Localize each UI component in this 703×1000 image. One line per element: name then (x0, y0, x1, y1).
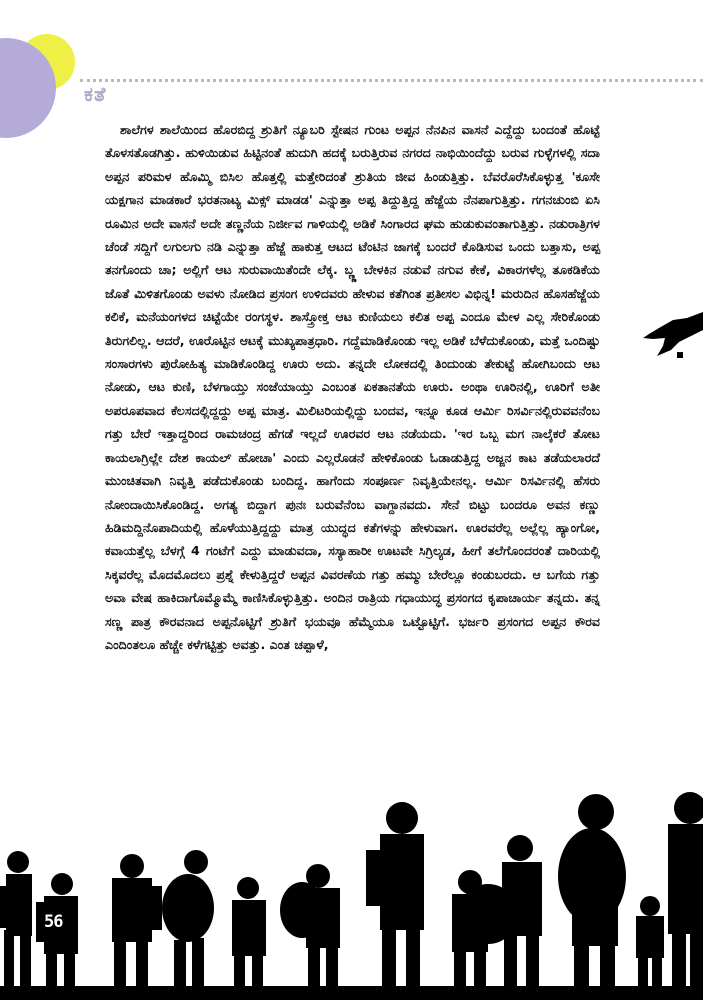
people-silhouettes-illustration (0, 790, 703, 1000)
article-body: ಶಾಲೆಗಳ ಶಾಲೆಯಿಂದ ಹೊರಬಿದ್ದ ಶ್ರುತಿಗೆ ನ್ಯೂಬರಿ ಸ್ಟೇಷನ ಗುಂಟ ಅಪ್ಪನ ನೆನಪಿನ ವಾಸನೆ ಎದ್ದೆದ್ದು ಬಂದಂತೆ ಹೊಟ್ಟೆ ತೊಳಸತೊಡಗಿತ್ತು. ಹುಳಿಯಿಡುವ ಹಿಟ್ಟಿನಂತೆ ಹುದುಗಿ ಹದಕ್ಕೆ ಬರುತ್ತಿರುವ ನಗರದ ನಾಭಿಯಿಂದೆದ್ದು ಬರುವ ಗುಳ್ಳೆಗಳಲ್ಲಿ ಸದಾ ಅಪ್ಪನ ಪರಿಮಳ ಹೊಮ್ಮಿ ಬಿಸಿಲ ಹೊತ್ತಲ್ಲಿ ಮತ್ತೇರಿದಂತೆ ಶ್ರುತಿಯ ಜೀವ ಹಿಂಡುತ್ತಿತ್ತು. ಬೆವರೊರೆಸಿಕೊಳ್ಳುತ್ತ 'ಕೂಸೇ ಯಕ್ಷಗಾನ ಮಾಡಕಾರೆ ಭರತನಾಟ್ಯ ಮಿಕ್ಸ್ ಮಾಡಡ' ಎನ್ನುತ್ತಾ ಅಪ್ಪ ತಿದ್ದುತ್ತಿದ್ದ ಹೆಜ್ಜೆಯ ನೆನಪಾಗುತ್ತಿತ್ತು. ಗಗನಚುಂಬಿ ಏಸಿ ರೂಮಿನ ಅದೇ ವಾಸನೆ ಅದೇ ತಣ್ಣನೆಯ ನಿರ್ಜೀವ ಗಾಳಿಯಲ್ಲಿ ಅಡಿಕೆ ಸಿಂಗಾರದ ಘಮ ಹುಡುಕುವಂತಾಗುತ್ತಿತ್ತು. ನಡುರಾತ್ರಿಗಳ ಚೆಂಡೆ ಸದ್ದಿಗೆ ಲಗುಲಗು ನಡಿ ಎನ್ನುತ್ತಾ ಹೆಜ್ಜೆ ಹಾಕುತ್ತ ಆಟದ ಟೆಂಟಿನ ಜಾಗಕ್ಕೆ ಬಂದರೆ ಕೊಡಿಸುವ ಒಂದು ಬತ್ತಾಸು, ಅಪ್ಪ ತನಗೊಂದು ಚಾ; ಅಲ್ಲಿಗೆ ಆಟ ಸುರುವಾಯಿತೆಂದೇ ಲೆಕ್ಕ. ಬ್ಣ್ಣ ಬೇಳಕಿನ ನಡುವೆ ನಗುವ ಕೇಕೆ, ವಿಕಾರಗಳೆಲ್ಲ ತೂಕಡಿಕೆಯ ಜೊತೆ ಮಿಳಿತಗೊಂಡು ಅವಳು ನೋಡಿದ ಪ್ರಸಂಗ ಉಳಿದವರು ಹೇಳುವ ಕತೆಗಿಂತ ಪ್ರತೀಸಲ ವಿಭಿನ್ನ! ಮರುದಿನ ಹೊಸಹೆಜ್ಜೆಯ ಕಲಿಕೆ, ಮನೆಯಂಗಳದ ಚಿಟ್ಟೆಯೇ ರಂಗಸ್ಥಳ. ಶಾಸ್ತ್ರೋಕ್ತ ಆಟ ಕುಣಿಯಲು ಕಲಿತ ಅಪ್ಪ ಎಂದೂ ಮೇಳ ಎಲ್ಲ ಸೇರಿಕೊಂಡು ತಿರುಗಲಿಲ್ಲ. ಆದರೆ, ಊರೊಟ್ಟಿನ ಆಟಕ್ಕೆ ಮುಖ್ಯಪಾತ್ರಧಾರಿ. ಗದ್ದೆಮಾಡಿಕೊಂಡು ಇಲ್ಲ ಅಡಿಕೆ ಬೆಳೆದುಕೊಂಡು, ಮತ್ತೆ ಒಂದಿಷ್ಟು ಸಂಸಾರಗಳು ಪುರೋಹಿತ್ಯ ಮಾಡಿಕೊಂಡಿದ್ದ ಊರು ಅದು. ತನ್ನದೇ ಲೋಕದಲ್ಲಿ ತಿಂದುಂಡು ತೇಕುಟ್ಟೆ ಹೋಗಿಬಂದು ಆಟ ನೋಡು, ಆಟ ಕುಣಿ, ಬೆಳಗಾಯ್ತು ಸಂಜೆಯಾಯ್ತು ಎಂಬಂತ ಏಕತಾನತೆಯ ಊರು. ಅಂಥಾ ಊರಿನಲ್ಲಿ, ಊರಿಗೆ ಅತೀ ಅಪರೂಪವಾದ ಕೆಲಸದಲ್ಲಿದ್ದದ್ದು ಅಪ್ಪ ಮಾತ್ರ. ಮಿಲಿಟರಿಯಲ್ಲಿದ್ದು ಬಂದವ, ಇನ್ನೂ ಕೂಡ ಆರ್ಮಿ ರಿಸರ್ವಿನಲ್ಲಿರುವವನೆಂಬ ಗತ್ತು ಬೇರೆ ಇತ್ತಾದ್ದರಿಂದ ರಾಮಚಂದ್ರ ಹೆಗಡೆ ಇಲ್ಲದೆ ಊರವರ ಆಟ ನಡೆಯದು. 'ಇರ ಒಬ್ಬ ಮಗ ನಾಲ್ಕೆಕರೆ ತೋಟ ಕಾಯಲಾಗ್ರಿಲ್ಲೇ ದೇಶ ಕಾಯಲ್ ಹೋಚಾ' ಎಂದು ಎಲ್ಲರೊಡನೆ ಹೇಳಿಕೊಂಡು ಓಡಾಡುತ್ತಿದ್ದ ಅಜ್ಜನ ಕಾಟ ತಡೆಯಲಾರದೆ ಮುಂಚಿತವಾಗಿ ನಿವೃತ್ತಿ ಪಡೆದುಕೊಂಡು ಬಂದಿದ್ದ. ಹಾಗೆಂದು ಸಂಪೂರ್ಣ ನಿವೃತ್ತಿಯೇನಲ್ಲ. ಆರ್ಮಿ ರಿಸರ್ವಿನಲ್ಲಿ ಹೆಸರು ನೋಂದಾಯಿಸಿಕೊಂಡಿದ್ದ. ಅಗತ್ಯ ಬಿದ್ದಾಗ ಪುನಃ ಬರುವೆನೆಂಬ ವಾಗ್ದಾನವದು. ಸೇನೆ ಬಿಟ್ಟು ಬಂದರೂ ಅವನ ಕಣ್ಣು ಹಿಡಿಮದ್ದಿನೊಪಾದಿಯಲ್ಲಿ ಹೊಳೆಯುತ್ತಿದ್ದದ್ದು ಮಾತ್ರ ಯುದ್ಧದ ಕತೆಗಳನ್ನು ಹೇಳುವಾಗ. ಊರವರೆಲ್ಲ ಅಲ್ಲೆಲ್ಲ ಹ್ಯಾಂಗೋ, ಕವಾಯತ್ತೆಲ್ಲ ಬೆಳಗ್ಗೆ 4 ಗಂಟೆಗೆ ಎದ್ದು ಮಾಡುವದಾ, ಸಸ್ಯಾಹಾರೀ ಊಟವೇ ಸಿಗ್ರಿಲ್ಯಡ, ಹೀಗೆ ತಲೆಗೊಂದರಂತೆ ದಾರಿಯಲ್ಲಿ ಸಿಕ್ಕವರೆಲ್ಲ ಮೊದಮೊದಲು ಪ್ರಶ್ನೆ ಕೇಳುತ್ತಿದ್ದರೆ ಅಪ್ಪನ ವಿವರಣೆಯ ಗತ್ತು ಹಮ್ಮು ಬೇರೆಲ್ಲೂ ಕಂಡುಬರದು. ಆ ಬಗೆಯ ಗತ್ತು ಅವಾ ವೇಷ ಹಾಕಿದಾಗೊಮ್ಮೊಮ್ಮೆ ಕಾಣಿಸಿಕೊಳ್ಳುತ್ತಿತ್ತು. ಅಂದಿನ ರಾತ್ರಿಯ ಗಧಾಯುದ್ಧ ಪ್ರಸಂಗದ ಕೃಪಾಚಾರ್ಯ ತನ್ನದು. ತನ್ನ ಸಣ್ಣ ಪಾತ್ರ ಕೌರವನಾದ ಅಪ್ಪನೊಟ್ಟಿಗೆ ಶ್ರುತಿಗೆ ಭಯವೂ ಹೆಮ್ಮೆಯೂ ಒಟ್ಟೊಟ್ಟಿಗೆ. ಭರ್ಜರಿ ಪ್ರಸಂಗದ ಅಪ್ಪನ ಕೌರವ ಎಂದಿಂತಲೂ ಹೆಚ್ಚೇ ಕಳೆಗಟ್ಟಿತ್ತು ಅವತ್ತು. ಎಂತ ಚಪ್ಪಾಳೆ, (105, 122, 600, 652)
bird-silhouette-icon (643, 312, 703, 362)
header-dotted-rule (80, 79, 703, 82)
decorative-circles (0, 0, 120, 150)
page-number: 56 (44, 912, 63, 932)
section-label: ಕತೆ (84, 82, 107, 106)
